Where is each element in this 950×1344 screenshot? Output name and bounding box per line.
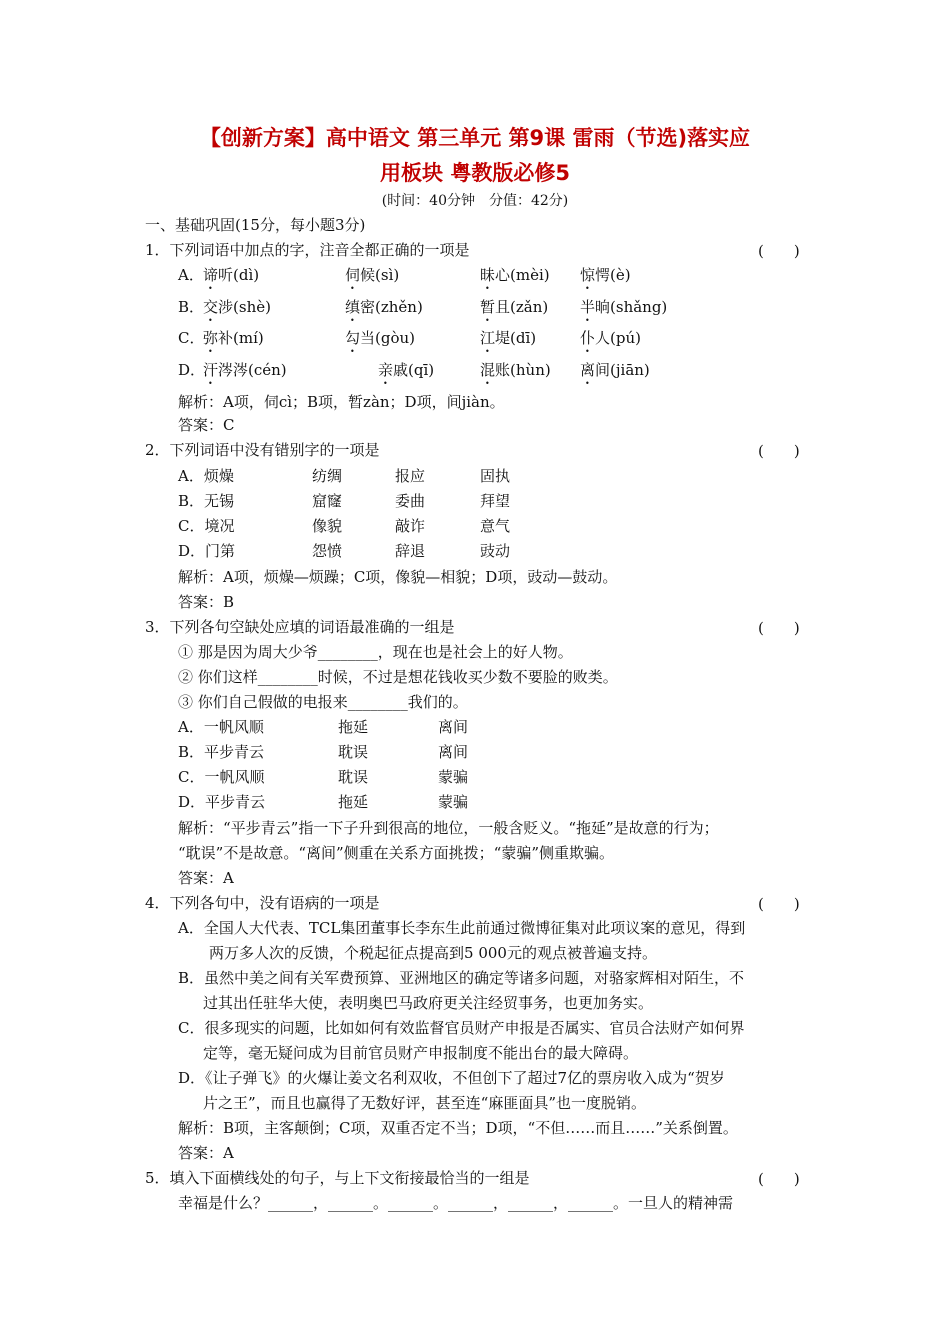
q2-option-word: 辞退 <box>395 542 426 560</box>
emphasis-dot-char: 仆 <box>580 329 596 347</box>
q3-analysis-1: 解析：“平步青云”指一下子升到很高的地位，一般含贬义。“拖延”是故意的行为； <box>178 819 719 837</box>
word-rest: 晌(shǎng) <box>595 298 668 316</box>
q1-answer-paren: ( ) <box>758 242 800 260</box>
q4-analysis: 解析：B项，主客颠倒；C项，双重否定不当；D项，“不但……而且……”关系倒置。 <box>178 1119 738 1137</box>
q2-option-word: 固执 <box>480 467 511 485</box>
q2-option-word: 委曲 <box>395 492 426 510</box>
q1-option-letter: D． <box>178 361 206 379</box>
word-rest: 涉(shè) <box>218 298 271 316</box>
q2-option-word: C．境况 <box>178 517 235 535</box>
emphasis-dot-char: 弥 <box>203 329 219 347</box>
q2-option-word: 敲诈 <box>395 517 426 535</box>
q2-option-word: 意气 <box>480 517 511 535</box>
q2-answer: 答案：B <box>178 593 235 611</box>
q4-stem: 4．下列各句中，没有语病的一项是 <box>145 894 380 912</box>
q3-option-word: A．一帆风顺 <box>178 718 264 736</box>
q2-option-word: 怨愤 <box>312 542 343 560</box>
emphasis-dot-char: 伺 <box>345 266 361 284</box>
q1-analysis: 解析：A项，伺cì；B项，暂zàn；D项，间jiàn。 <box>178 393 505 411</box>
q1-option-letter: C． <box>178 329 205 347</box>
q1-option-word <box>580 328 641 356</box>
q4-answer-paren: ( ) <box>758 895 800 913</box>
q2-option-word: 报应 <box>395 467 426 485</box>
q4-option-d-2: 片之王”，而且也赢得了无数好评，甚至连“麻匪面具”也一度脱销。 <box>203 1094 647 1112</box>
q4-option-a-1: A．全国人大代表、TCL集团董事长李东生此前通过微博征集对此项议案的意见，得到 <box>178 919 746 937</box>
q3-option-word: B．平步青云 <box>178 743 265 761</box>
section-heading: 一、基础巩固(15分，每小题3分) <box>145 216 366 234</box>
q4-option-d-1: D．《让子弹飞》的火爆让姜文名利双收，不但创下了超过7亿的票房收入成为“贺岁 <box>178 1069 725 1087</box>
emphasis-dot-char: 离 <box>580 361 596 379</box>
word-rest: 账(hùn) <box>495 361 551 379</box>
q3-analysis-2: “耽误”不是故意。“离间”侧重在关系方面挑拨；“蒙骗”侧重欺骗。 <box>178 844 615 862</box>
q2-option-word: 窟窿 <box>312 492 343 510</box>
word-rest: 堤(dī) <box>495 329 537 347</box>
emphasis-dot-char: 汗 <box>203 361 219 379</box>
word-rest: 候(sì) <box>360 266 400 284</box>
q3-sentence-1: ① 那是因为周大少爷________，现在也是社会上的好人物。 <box>178 643 573 661</box>
doc-title-line2: 用板块 粤教版必修5 <box>380 161 570 185</box>
emphasis-dot-char: 勾 <box>345 329 361 347</box>
q2-stem: 2．下列词语中没有错别字的一项是 <box>145 441 380 459</box>
q1-answer: 答案：C <box>178 416 235 434</box>
q1-option-word <box>480 297 548 325</box>
q1-option-word <box>480 265 550 293</box>
q3-option-word: C．一帆风顺 <box>178 768 265 786</box>
q4-option-c-2: 定等，毫无疑问成为目前官员财产申报制度不能出台的最大障碍。 <box>203 1044 639 1062</box>
q3-sentence-3: ③ 你们自己假做的电报来________我们的。 <box>178 693 468 711</box>
q5-answer-paren: ( ) <box>758 1170 800 1188</box>
word-rest: 补(mí) <box>218 329 264 347</box>
q3-answer-paren: ( ) <box>758 619 800 637</box>
word-rest: 听(dì) <box>218 266 260 284</box>
emphasis-dot-char: 缜 <box>345 298 361 316</box>
q3-sentence-2: ② 你们这样________时候，不过是想花钱收买少数不要脸的败类。 <box>178 668 618 686</box>
q2-option-word: B．无锡 <box>178 492 235 510</box>
word-rest: 人(pú) <box>595 329 641 347</box>
q5-stem: 5．填入下面横线处的句子，与上下文衔接最恰当的一组是 <box>145 1169 530 1187</box>
q1-option-word <box>203 360 287 388</box>
word-rest: 心(mèi) <box>495 266 550 284</box>
q4-option-a-2: 两万多人次的反馈，个税起征点提高到5 000元的观点被普遍支持。 <box>209 944 657 962</box>
word-rest: 当(gòu) <box>360 329 416 347</box>
q3-option-word: 耽误 <box>338 768 369 786</box>
q4-option-b-1: B．虽然中美之间有关军费预算、亚洲地区的确定等诸多问题，对骆家辉相对陌生，不 <box>178 969 745 987</box>
q1-option-word <box>203 297 271 325</box>
word-rest: 涔涔(cén) <box>218 361 287 379</box>
q1-stem: 1．下列词语中加点的字，注音全都正确的一项是 <box>145 241 470 259</box>
q3-option-word: 蒙骗 <box>438 768 469 786</box>
q2-option-word: 豉动 <box>480 542 511 560</box>
emphasis-dot-char: 暂 <box>480 298 496 316</box>
emphasis-dot-char: 半 <box>580 298 596 316</box>
q1-option-word <box>580 297 667 325</box>
q1-option-letter: B． <box>178 298 205 316</box>
q5-text: 幸福是什么？______，______。______。______，______，______。一旦人的精神需 <box>178 1194 734 1212</box>
q3-option-word: 耽误 <box>338 743 369 761</box>
q2-option-word: 拜望 <box>480 492 511 510</box>
q2-option-word: 像貌 <box>312 517 343 535</box>
q2-option-word: A．烦燥 <box>178 467 234 485</box>
word-rest: 间(jiān) <box>595 361 650 379</box>
q3-option-word: 离间 <box>438 743 469 761</box>
q3-option-word: 离间 <box>438 718 469 736</box>
q2-option-word: 纺绸 <box>312 467 343 485</box>
q1-option-letter: A． <box>178 266 204 284</box>
q1-option-word <box>378 360 434 388</box>
word-rest: 戚(qī) <box>393 361 435 379</box>
q1-option-word <box>345 265 399 293</box>
emphasis-dot-char: 混 <box>480 361 496 379</box>
q3-option-word: 拖延 <box>338 718 369 736</box>
q2-option-word: D．门第 <box>178 542 236 560</box>
time-score-info: (时间：40分钟 分值：42分) <box>381 193 569 209</box>
q1-option-word <box>480 360 551 388</box>
emphasis-dot-char: 江 <box>480 329 496 347</box>
q2-analysis: 解析：A项，烦燥—烦躁；C项，像貌—相貌；D项，豉动—鼓动。 <box>178 568 618 586</box>
word-rest: 密(zhěn) <box>360 298 423 316</box>
q1-option-word <box>580 265 631 293</box>
q3-option-word: D．平步青云 <box>178 793 266 811</box>
emphasis-dot-char: 交 <box>203 298 219 316</box>
word-rest: 愕(è) <box>595 266 631 284</box>
q1-option-word <box>480 328 536 356</box>
q3-stem: 3．下列各句空缺处应填的词语最准确的一组是 <box>145 618 455 636</box>
word-rest: 且(zǎn) <box>495 298 549 316</box>
q4-answer: 答案：A <box>178 1144 234 1162</box>
emphasis-dot-char: 惊 <box>580 266 596 284</box>
doc-title-line1: 【创新方案】高中语文 第三单元 第9课 雷雨（节选)落实应 <box>199 126 751 150</box>
emphasis-dot-char: 谛 <box>203 266 219 284</box>
emphasis-dot-char: 亲 <box>378 361 394 379</box>
q1-option-word <box>345 297 423 325</box>
q3-answer: 答案：A <box>178 869 234 887</box>
q1-option-word <box>345 328 415 356</box>
q4-option-b-2: 过其出任驻华大使，表明奥巴马政府更关注经贸事务，也更加务实。 <box>203 994 654 1012</box>
q2-answer-paren: ( ) <box>758 442 800 460</box>
q3-option-word: 拖延 <box>338 793 369 811</box>
q1-option-word <box>203 265 259 293</box>
q3-option-word: 蒙骗 <box>438 793 469 811</box>
emphasis-dot-char: 昧 <box>480 266 496 284</box>
q1-option-word <box>203 328 264 356</box>
q4-option-c-1: C．很多现实的问题，比如如何有效监督官员财产申报是否属实、官员合法财产如何界 <box>178 1019 745 1037</box>
q1-option-word <box>580 360 650 388</box>
